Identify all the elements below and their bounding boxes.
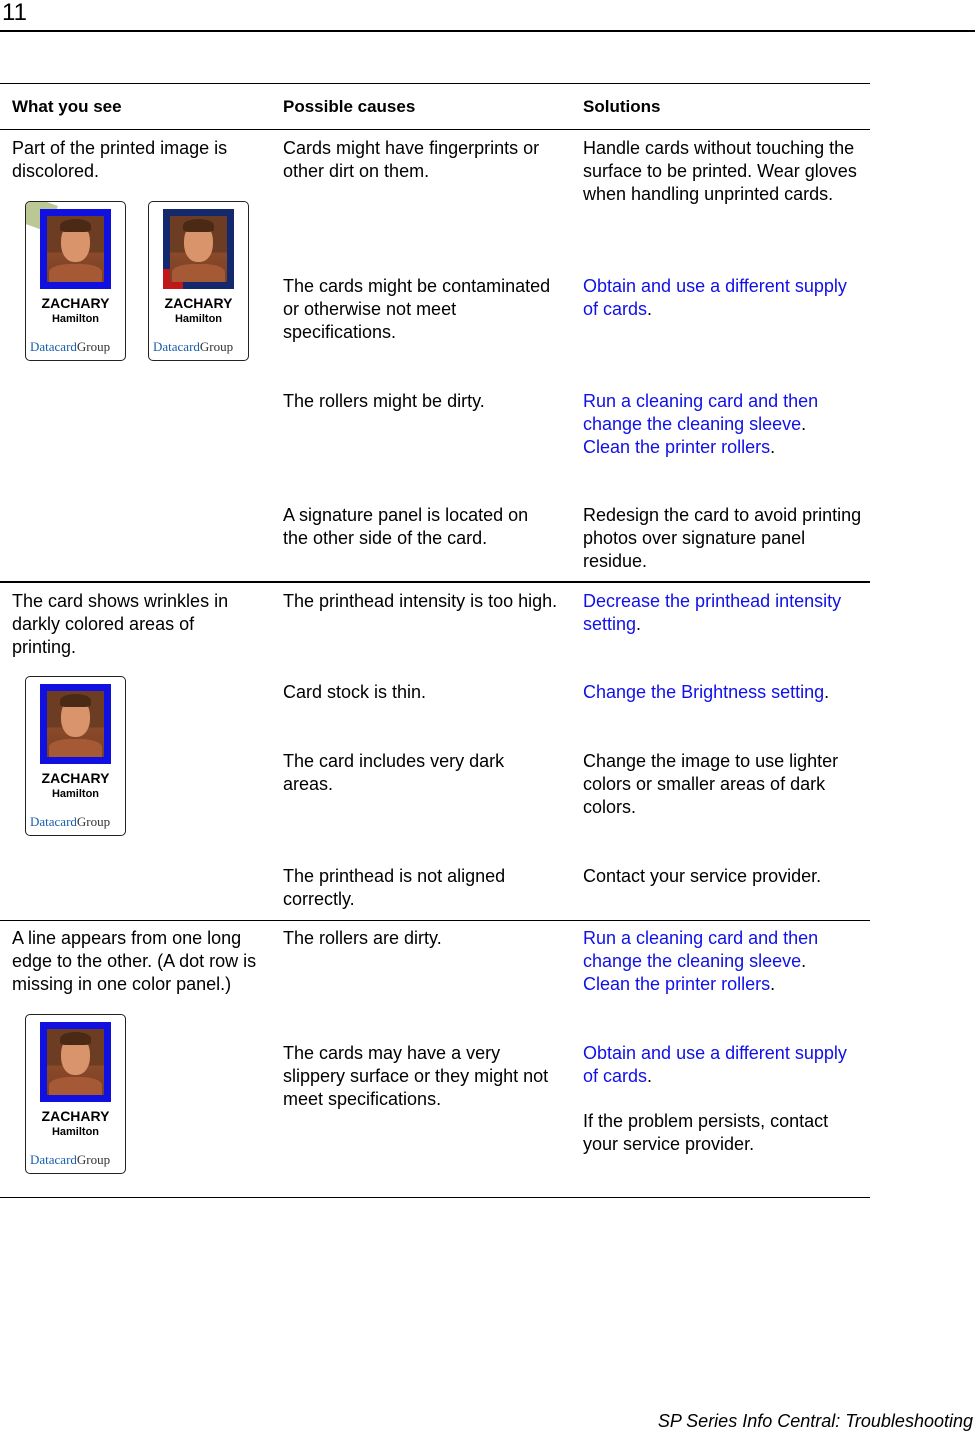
solution-text: Obtain and use a different supply of cards.: [583, 276, 847, 319]
solution-text: Run a cleaning card and then change the cleaning sleeve. Clean the printer rollers.: [583, 391, 819, 457]
portrait-photo: [47, 1029, 104, 1095]
card-name: ZACHARY: [41, 770, 110, 786]
cause-text: The cards might be contaminated or otherwise not meet specifications.: [283, 276, 551, 342]
solution-text: Contact your service provider.: [583, 866, 822, 886]
cause-text: The cards may have a very slippery surface or they might not meet specifications.: [283, 1043, 549, 1109]
sample-card-discolored: [25, 201, 126, 361]
photo-frame: [163, 209, 234, 289]
symptom-text: The card shows wrinkles in darkly colored areas of printing.: [12, 591, 229, 657]
photo-frame: [40, 209, 111, 289]
table-top-rule: [0, 83, 870, 84]
card-brand-logo: DatacardGroup: [30, 1152, 111, 1167]
solution-text: Redesign the card to avoid printing photos over signature panel residue.: [583, 505, 862, 571]
card-name: ZACHARY: [41, 1108, 110, 1124]
solution-link[interactable]: Obtain and use a different supply of cards: [583, 1043, 847, 1086]
page-number: 11: [2, 0, 27, 26]
solution-link[interactable]: Change the Brightness setting: [583, 682, 825, 702]
cause-text: The card includes very dark areas.: [283, 751, 505, 794]
solution-link[interactable]: Run a cleaning card and then change the cleaning sleeve: [583, 391, 819, 434]
cause-text: Card stock is thin.: [283, 682, 427, 702]
portrait-photo: [47, 691, 104, 757]
cause-text: The rollers are dirty.: [283, 928, 442, 948]
cause-text: The printhead intensity is too high.: [283, 591, 558, 611]
card-brand-logo: DatacardGroup: [153, 339, 234, 354]
row-divider: [0, 581, 870, 583]
row-divider: [0, 920, 870, 921]
solution-text: Decrease the printhead intensity setting.: [583, 591, 842, 634]
card-surname: Hamilton: [51, 788, 100, 800]
cause-text: Cards might have fingerprints or other dirt on them.: [283, 138, 540, 181]
sample-card-missing-line: [25, 1014, 126, 1174]
solution-text: Handle cards without touching the surface to be printed. Wear gloves when handling unprinted cards.: [583, 138, 857, 204]
portrait-photo: [170, 216, 227, 282]
sample-card-wrinkles: [25, 676, 126, 836]
card-brand-logo: DatacardGroup: [30, 339, 111, 354]
solution-text: Obtain and use a different supply of cards.: [583, 1043, 847, 1086]
cause-text: A signature panel is located on the other side of the card.: [283, 505, 529, 548]
column-header-solutions: Solutions: [583, 97, 661, 116]
card-name: ZACHARY: [41, 295, 110, 311]
cause-text: The printhead is not aligned correctly.: [283, 866, 506, 909]
solution-link[interactable]: Clean the printer rollers: [583, 974, 771, 994]
card-surname: Hamilton: [51, 313, 100, 325]
solution-text: Change the image to use lighter colors or smaller areas of dark colors.: [583, 751, 839, 817]
column-header-possible-causes: Possible causes: [283, 97, 416, 116]
symptom-text: Part of the printed image is discolored.: [12, 138, 228, 181]
footer-title: SP Series Info Central: Troubleshooting: [657, 1411, 973, 1431]
symptom-text: A line appears from one long edge to the other. (A dot row is missing in one color panel.): [12, 928, 257, 994]
photo-frame: [40, 684, 111, 764]
sample-card-discolored-frame: [148, 201, 249, 361]
header-rule: [0, 30, 975, 32]
solution-link[interactable]: Run a cleaning card and then change the cleaning sleeve: [583, 928, 819, 971]
card-brand-logo: DatacardGroup: [30, 814, 111, 829]
column-header-what-you-see: What you see: [12, 97, 122, 116]
solution-text: Run a cleaning card and then change the cleaning sleeve. Clean the printer rollers.: [583, 928, 819, 994]
solution-text: If the problem persists, contact your service provider.: [583, 1111, 829, 1154]
solution-link[interactable]: Obtain and use a different supply of cards: [583, 276, 847, 319]
solution-text: Change the Brightness setting.: [583, 682, 830, 702]
card-surname: Hamilton: [174, 313, 223, 325]
solution-link[interactable]: Decrease the printhead intensity setting: [583, 591, 842, 634]
card-name: ZACHARY: [164, 295, 233, 311]
photo-frame: [40, 1022, 111, 1102]
portrait-photo: [47, 216, 104, 282]
table-bottom-rule: [0, 1197, 870, 1198]
card-surname: Hamilton: [51, 1126, 100, 1138]
cause-text: The rollers might be dirty.: [283, 391, 485, 411]
solution-link[interactable]: Clean the printer rollers: [583, 437, 771, 457]
header-bottom-rule: [0, 129, 870, 130]
